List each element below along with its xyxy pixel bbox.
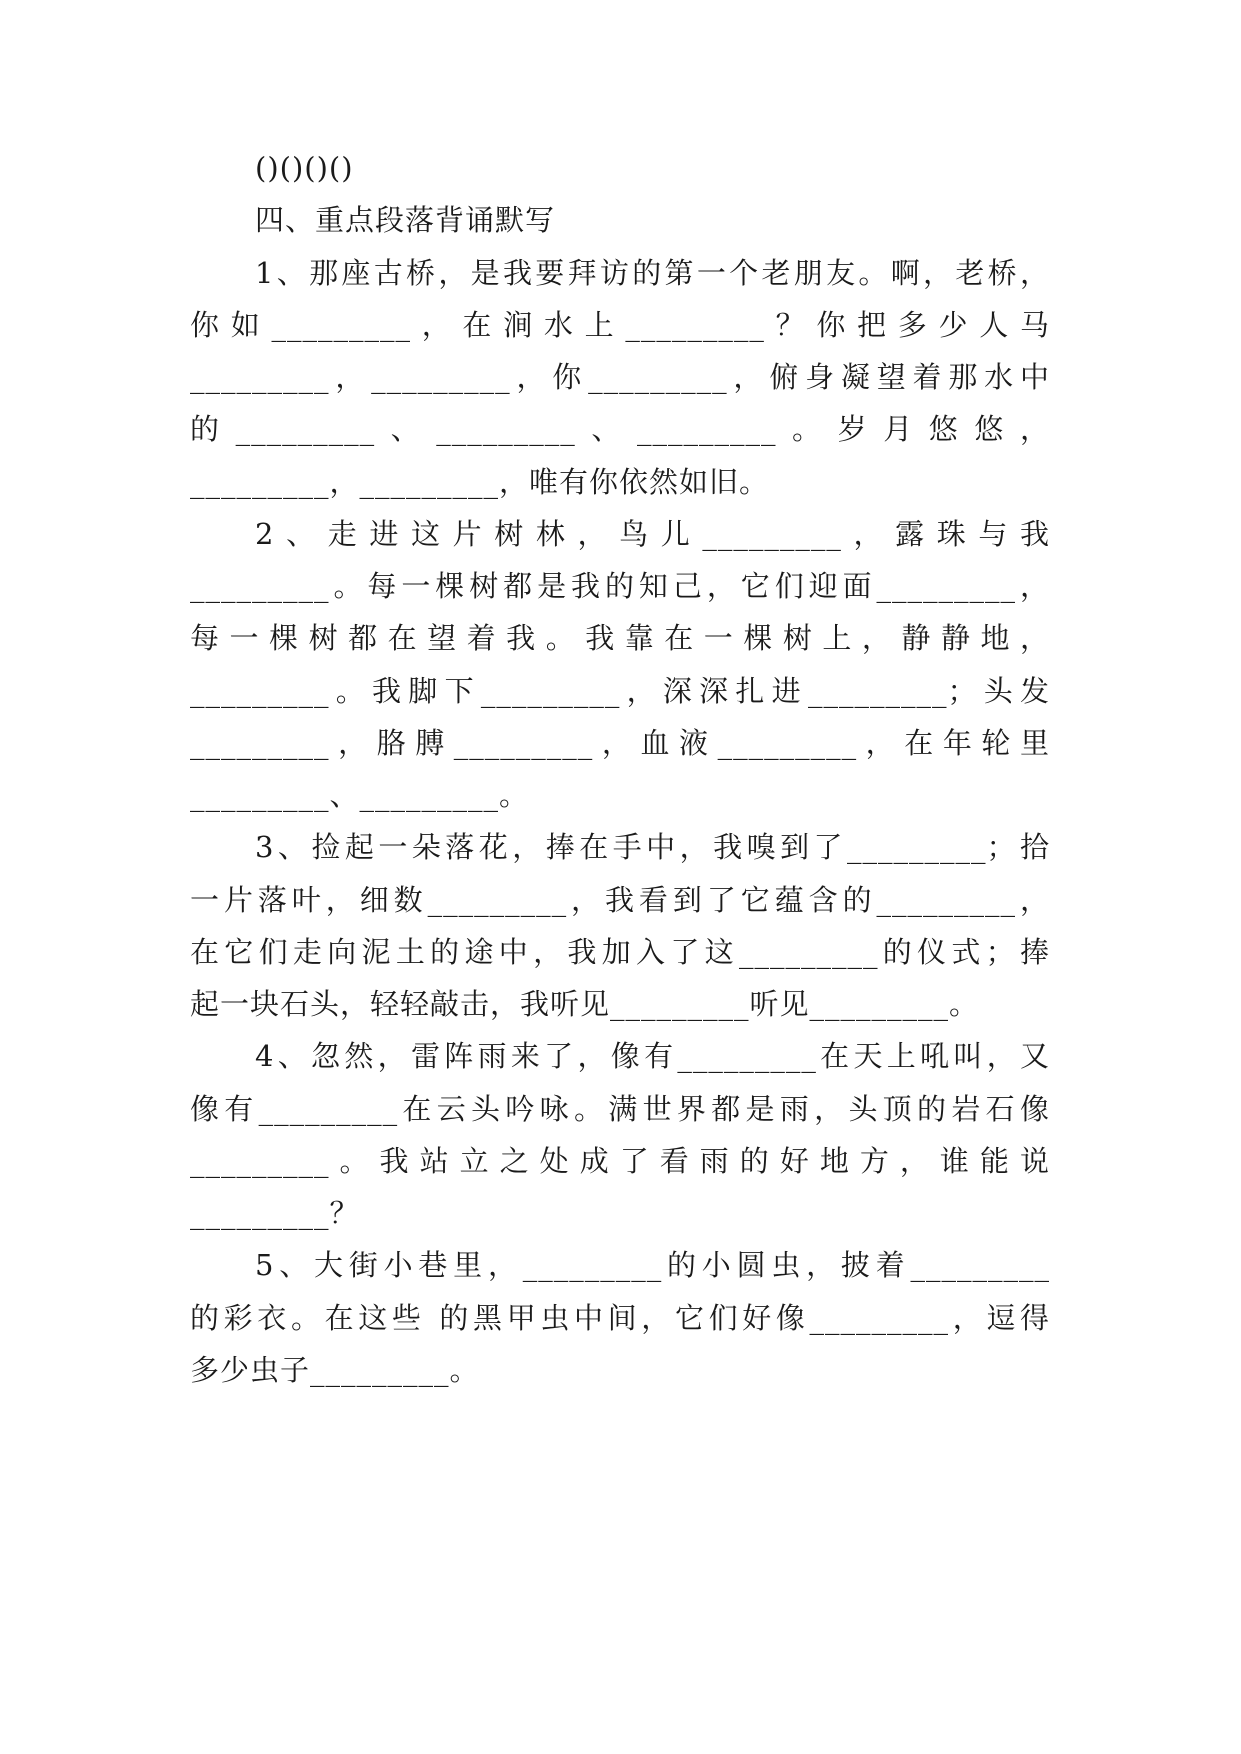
bracket-blanks: ()()()() <box>255 151 354 185</box>
paragraph-4-line-3: _________。我站立之处成了看雨的好地方，谁能说 <box>190 1144 1050 1178</box>
paragraph-4-line-2: 像有_________在云头吟咏。满世界都是雨，头顶的岩石像 <box>190 1092 1050 1126</box>
paragraph-1-line-4: 的_________、_________、_________。岁月悠悠， <box>190 412 1050 446</box>
paragraph-5-line-3: 多少虫子_________。 <box>190 1353 480 1387</box>
paragraph-3-line-2: 一片落叶，细数_________，我看到了它蕴含的_________， <box>190 883 1050 917</box>
paragraph-4-line-1: 4、忽然，雷阵雨来了，像有_________在天上吼叫，又 <box>255 1039 1050 1073</box>
paragraph-2-line-1: 2、走进这片树林，鸟儿_________，露珠与我 <box>255 517 1050 551</box>
paragraph-1-line-3: _________，_________，你_________，俯身凝望着那水中 <box>190 360 1050 394</box>
paragraph-2-line-5: _________，胳膊_________，血液_________，在年轮里 <box>190 726 1050 760</box>
paragraph-4-line-4: _________？ <box>190 1196 360 1230</box>
paragraph-5-line-2: 的彩衣。在这些 的黑甲虫中间，它们好像_________，逗得 <box>190 1301 1050 1335</box>
paragraph-1-line-1: 1、那座古桥，是我要拜访的第一个老朋友。啊，老桥， <box>255 256 1050 290</box>
paragraph-3-line-4: 起一块石头，轻轻敲击，我听见_________听见_________。 <box>190 987 980 1021</box>
section-heading: 四、重点段落背诵默写 <box>255 203 556 237</box>
paragraph-2-line-3: 每一棵树都在望着我。我靠在一棵树上，静静地， <box>190 621 1050 655</box>
paragraph-3-line-1: 3、捡起一朵落花，捧在手中，我嗅到了_________；拾 <box>255 830 1050 864</box>
paragraph-2-line-6: _________、_________。 <box>190 778 530 812</box>
paragraph-1-line-5: _________，_________，唯有你依然如旧。 <box>190 465 770 499</box>
paragraph-2-line-2: _________。每一棵树都是我的知己，它们迎面_________， <box>190 569 1050 603</box>
paragraph-5-line-1: 5、大街小巷里，_________的小圆虫，披着_________ <box>255 1248 1050 1282</box>
paragraph-3-line-3: 在它们走向泥土的途中，我加入了这_________的仪式；捧 <box>190 935 1050 969</box>
paragraph-2-line-4: _________。我脚下_________，深深扎进_________；头发 <box>190 674 1050 708</box>
paragraph-1-line-2: 你如_________，在涧水上_________？你把多少人马 <box>190 308 1050 342</box>
